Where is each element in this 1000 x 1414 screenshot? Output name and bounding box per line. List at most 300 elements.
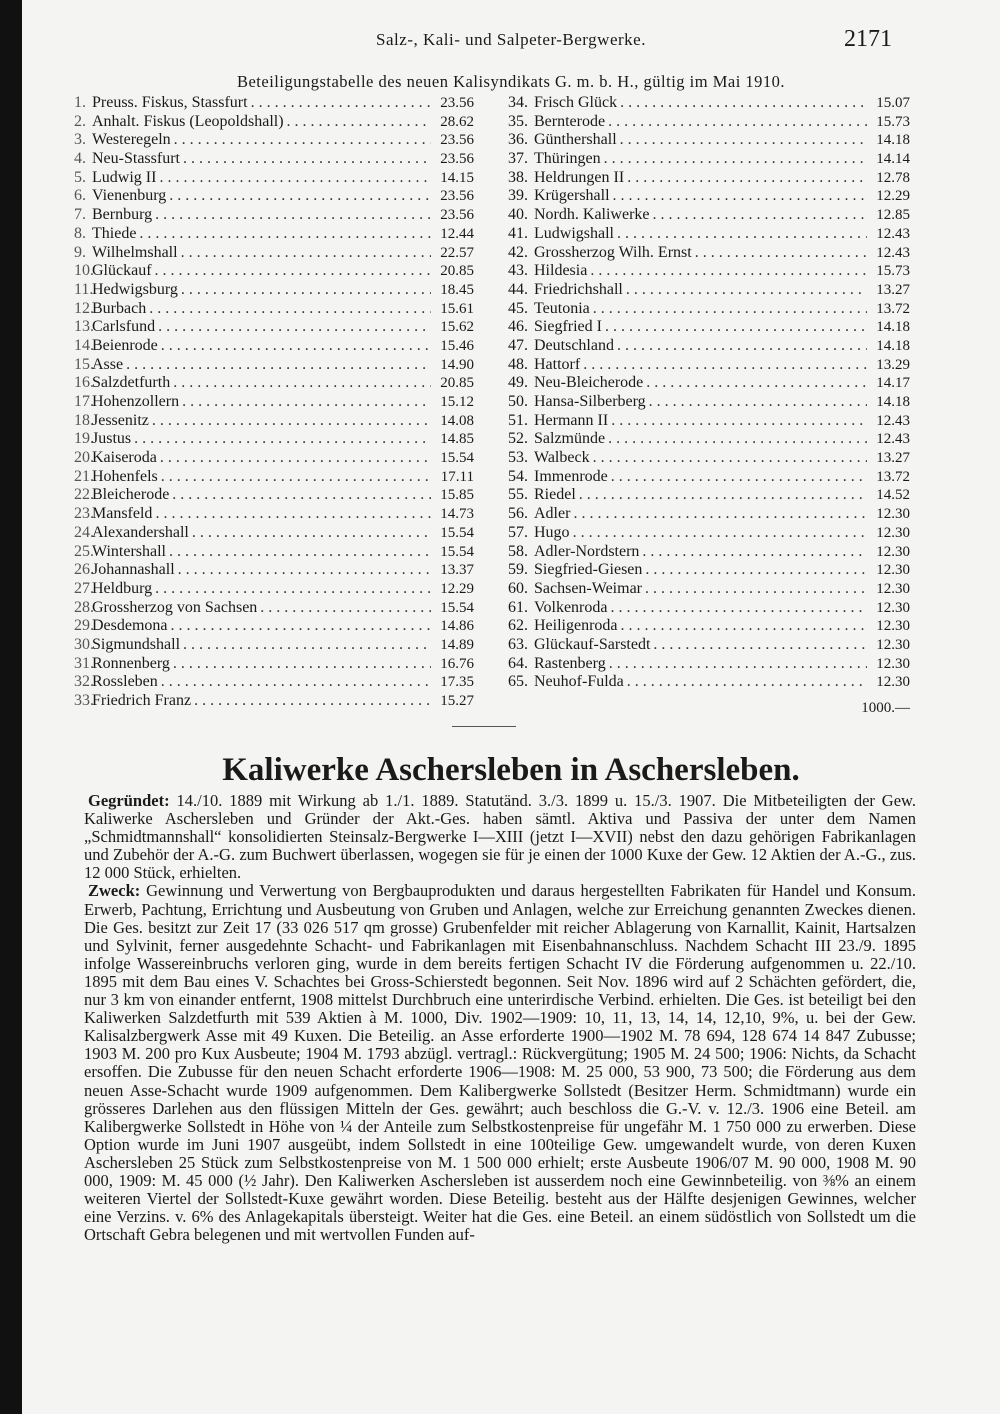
label-zweck: Zweck: [88, 881, 141, 901]
entry-number: 6. [74, 187, 86, 205]
entry-value: 12.30 [876, 562, 910, 579]
entry-name: Wilhelmshall [92, 243, 178, 261]
leader-dots [149, 300, 431, 319]
entry-value: 20.85 [440, 375, 474, 392]
leader-dots [605, 318, 867, 337]
entry-name: Beienrode [92, 336, 158, 354]
entry-value: 23.56 [440, 132, 474, 149]
entry-value: 13.27 [876, 450, 910, 467]
leader-dots [251, 94, 431, 113]
leader-dots [593, 300, 867, 319]
entry-name: Rossleben [92, 673, 158, 691]
table-row [492, 187, 910, 206]
entry-name: Heldrungen II [534, 168, 625, 186]
entry-value: 12.30 [876, 524, 910, 541]
entry-value: 15.73 [876, 113, 910, 130]
leader-dots [617, 337, 867, 356]
leader-dots [260, 599, 431, 618]
table-row [74, 393, 474, 412]
table-row [492, 150, 910, 169]
entry-number: 53. [508, 449, 528, 467]
entry-number: 22. [74, 486, 94, 504]
entry-number: 39. [508, 187, 528, 205]
table-row [492, 206, 910, 225]
table-total: 1000.— [861, 700, 910, 716]
entry-value: 23.56 [440, 188, 474, 205]
text-zweck: Gewinnung und Verwertung von Bergbauprodukten und daraus hergestellten Fabrikaten für Handel und Konsum. Erwerb, Pachtung, Errichtung und Ausbeutung von Gruben und Anlagen, welche zur Erreichung genannten Zweckes dienen. Die Ges. besitzt zur Zeit 17 (33 026 517 qm grosse) Grubenfelder mit reicher Ablagerung von Karnallit, Kainit, Hartsalzen und Sylvinit, ferner ausgedehnte Schacht- und Fabrikanlagen mit Eisenbahnanschluss. Nachdem Schacht III 23./9. 1895 infolge Wassereinbruchs verloren ging, wurde in dem bereits fertigen Schacht IV die Förderung aufgenommen u. 22./10. 1895 mit dem Bau eines V. Schachtes bei Gross-Schierstedt begonnen. Seit Nov. 1896 wird auf 2 Schächten gefördert, die, nur 3 km von einander entfernt, 1908 mittelst Durchbruch eine unterirdische Verbind. erhielten. Die Ges. ist beteiligt bei den Kaliwerken Salzdetfurth mit 539 Aktien à M. 1000, Div. 1902—1909: 10, 11, 13, 14, 14, 12,10, 9%, u. bei der Gew. Kalisalzbergwerk Asse mit 49 Kuxen. Die Beteilig. an Asse erforderte 1900—1902 M. 78 694, 128 674 14 847 Zubusse; 1903 M. 200 pro Kux Ausbeute; 1904 M. 1793 abzügl. vertragl.: Rückvergütung; 1905 M. 24 500; 1906: Nichts, da Schacht ersoffen. Die Zubusse für den neuen Schacht erforderte 1906—1908: M. 25 000, 53 900, 73 500; die Förderung aus dem neuen Asse-Schacht wurde 1909 aufgenommen. Dem Kalibergwerke Sollstedt (Besitzer Herm. Schmidtmann) wurde ein grösseres Darlehen aus den flüssigen Mitteln der Ges. gewährt; auch beschloss die G.-V. v. 12./3. 1906 eine Beteil. am Kalibergwerke Sollstedt in Höhe von ¼ der Anteile zum Selbstkostenpreise für ungefähr M. 1 750 000 zu erwerben. Diese Option wurde im Juni 1907 ausgeübt, indem Sollstedt in eine 100teilige Gew. umgewandelt wurde, von deren Kuxen Aschersleben 25 Stück zum Selbstkostenpreise von M. 1 500 000 erhielt; erste Ausbeute 1906/07 M. 90 000, 1908 M. 90 000, 1909: M. 45 000 (½ Jahr). Den Kaliwerken Aschersleben ist ausserdem noch eine Gewinnbeteilig. von ⅜% an einem weiteren Viertel der Sollstedt-Kuxe gewährt worden. Diese Beteilig. besteht aus der Hälfte desjenigen Gewinnes, welcher eine Verzins. v. 6% des Anlagekapitals übersteigt. Weiter hat die Ges. eine Beteil. an einem südöstlich von Sollstedt um die Ortschaft Gebra belegenen und mit wertvollen Funden auf- [84, 881, 916, 1245]
table-row [74, 430, 474, 449]
entry-number: 4. [74, 150, 86, 168]
entry-number: 40. [508, 206, 528, 224]
entry-value: 13.72 [876, 468, 910, 485]
leader-dots [621, 617, 867, 636]
table-row [492, 281, 910, 300]
entry-name: Siegfried I [534, 318, 602, 336]
table-row [74, 692, 474, 711]
leader-dots [158, 318, 431, 337]
table-row [74, 543, 474, 562]
leader-dots [653, 636, 867, 655]
entry-number: 18. [74, 411, 94, 429]
table-row [492, 617, 910, 636]
entry-name: Hugo [534, 523, 570, 541]
entry-number: 42. [508, 243, 528, 261]
leader-dots [573, 505, 867, 524]
entry-number: 25. [74, 542, 94, 560]
leader-dots [152, 412, 431, 431]
entry-name: Teutonia [534, 299, 590, 317]
leader-dots [608, 113, 867, 132]
entry-name: Glückauf [92, 262, 152, 280]
entry-value: 14.15 [440, 169, 474, 186]
leader-dots [181, 244, 431, 263]
entry-name: Neu-Bleicherode [534, 374, 644, 392]
leader-dots [181, 281, 431, 300]
entry-number: 31. [74, 654, 94, 672]
entry-name: Heiligenroda [534, 617, 618, 635]
table-row [492, 486, 910, 505]
entry-number: 63. [508, 635, 528, 653]
entry-value: 14.85 [440, 431, 474, 448]
running-title: Salz-, Kali- und Salpeter-Bergwerke. [376, 30, 646, 49]
entry-value: 12.43 [876, 412, 910, 429]
entry-number: 36. [508, 131, 528, 149]
table-row [74, 113, 474, 132]
table-row [74, 94, 474, 113]
leader-dots [590, 262, 867, 281]
entry-number: 55. [508, 486, 528, 504]
entry-value: 23.56 [440, 207, 474, 224]
leader-dots [194, 692, 431, 711]
entry-number: 48. [508, 355, 528, 373]
entry-value: 12.30 [876, 506, 910, 523]
leader-dots [610, 599, 867, 618]
entry-number: 35. [508, 112, 528, 130]
leader-dots [642, 543, 867, 562]
entry-number: 54. [508, 467, 528, 485]
table-row [74, 131, 474, 150]
table-row [492, 580, 910, 599]
entry-value: 13.37 [440, 562, 474, 579]
leader-dots [617, 225, 867, 244]
leader-dots [649, 393, 867, 412]
entry-name: Salzdetfurth [92, 374, 171, 392]
leader-dots [139, 225, 431, 244]
entry-name: Alexandershall [92, 523, 189, 541]
table-row [74, 673, 474, 692]
entry-name: Immenrode [534, 467, 608, 485]
leader-dots [579, 486, 867, 505]
leader-dots [611, 468, 867, 487]
leader-dots [627, 673, 867, 692]
entry-number: 47. [508, 336, 528, 354]
leader-dots [182, 393, 431, 412]
table-row [74, 486, 474, 505]
leader-dots [173, 374, 431, 393]
entry-value: 12.30 [876, 636, 910, 653]
entry-value: 12.30 [876, 618, 910, 635]
entry-name: Salzmünde [534, 430, 606, 448]
entry-number: 13. [74, 318, 94, 336]
entry-number: 5. [74, 168, 86, 186]
table-row [492, 318, 910, 337]
entry-number: 59. [508, 561, 528, 579]
leader-dots [155, 262, 431, 281]
table-row [74, 599, 474, 618]
entry-name: Friedrich Franz [92, 692, 192, 709]
entry-value: 13.27 [876, 281, 910, 298]
leader-dots [160, 449, 431, 468]
entry-name: Günthershall [534, 131, 617, 149]
leader-dots [161, 468, 431, 487]
leader-dots [604, 150, 867, 169]
leader-dots [178, 561, 431, 580]
leader-dots [134, 430, 431, 449]
entry-name: Rastenberg [534, 654, 606, 672]
entry-value: 14.90 [440, 356, 474, 373]
entry-number: 56. [508, 505, 528, 523]
leader-dots [169, 543, 431, 562]
entry-name: Adler [534, 505, 571, 523]
entry-value: 12.43 [876, 225, 910, 242]
entry-name: Mansfeld [92, 505, 153, 523]
entry-number: 33. [74, 692, 94, 709]
entry-value: 17.11 [440, 468, 474, 485]
entry-value: 14.86 [440, 618, 474, 635]
leader-dots [126, 356, 431, 375]
leader-dots [159, 169, 431, 188]
leader-dots [174, 131, 431, 150]
table-row [492, 244, 910, 263]
entry-number: 8. [74, 224, 86, 242]
table-row [74, 449, 474, 468]
entry-name: Heldburg [92, 579, 153, 597]
entry-value: 12.30 [876, 580, 910, 597]
table-row [492, 430, 910, 449]
table-row [492, 356, 910, 375]
table-row [74, 617, 474, 636]
scan-edge [0, 0, 22, 1414]
entry-value: 23.56 [440, 151, 474, 168]
entry-number: 23. [74, 505, 94, 523]
entry-value: 15.85 [440, 487, 474, 504]
leader-dots [627, 169, 867, 188]
entry-value: 12.43 [876, 244, 910, 261]
entry-name: Neuhof-Fulda [534, 673, 624, 691]
table-row [74, 337, 474, 356]
entry-name: Hohenzollern [92, 393, 180, 410]
table-row [74, 150, 474, 169]
entry-name: Sigmundshall [92, 635, 181, 653]
entry-value: 14.14 [876, 151, 910, 168]
entry-number: 62. [508, 617, 528, 635]
entry-value: 15.61 [440, 300, 474, 317]
entry-name: Hedwigsburg [92, 280, 178, 298]
table-row [492, 449, 910, 468]
entry-value: 12.30 [876, 655, 910, 672]
entry-value: 14.17 [876, 375, 910, 392]
entry-name: Neu-Stassfurt [92, 150, 180, 168]
leader-dots [611, 412, 867, 431]
entry-value: 12.30 [876, 674, 910, 691]
entry-value: 22.57 [440, 244, 474, 261]
page-number: 2171 [844, 26, 892, 52]
entry-name: Kaiseroda [92, 449, 157, 467]
table-row [492, 337, 910, 356]
table-row [74, 580, 474, 599]
leader-dots [287, 113, 431, 132]
text-gegruendet: 14./10. 1889 mit Wirkung ab 1./1. 1889. Statutänd. 3./3. 1899 u. 15./3. 1907. Die Mitbeteiligten der Gew. Kaliwerke Aschersleben und Gründer der Akt.-Ges. haben sämtl. Aktiva und Passiva der unter dem Namen „Schmidtmannshall“ konsolidierten Steinsalz-Bergwerke I—XIII (jetzt I—XVII) nebst den dazu gehörigen Fabrikanlagen und Zubehör der A.-G. zum Buchwert überlassen, wogegen sie für je einen der 1000 Kuxe der Gew. 12 Aktien der A.-G., zus. 12 000 Stück, erhielten. [84, 791, 916, 883]
entry-name: Ronnenberg [92, 654, 170, 672]
table-row [74, 505, 474, 524]
entry-number: 2. [74, 112, 86, 130]
page-header [22, 26, 1000, 54]
table-row [492, 94, 910, 113]
entry-number: 50. [508, 393, 528, 410]
leader-dots [620, 94, 867, 113]
entry-number: 45. [508, 299, 528, 317]
entry-value: 14.18 [876, 337, 910, 354]
entry-name: Riedel [534, 486, 576, 504]
table-row [492, 636, 910, 655]
entry-number: 65. [508, 673, 528, 691]
table-row [74, 169, 474, 188]
table-row [74, 468, 474, 487]
paragraph-gegruendet [84, 792, 916, 882]
entry-number: 12. [74, 299, 94, 317]
entry-name: Volkenroda [534, 598, 608, 616]
entry-name: Hohenfels [92, 467, 158, 485]
entry-number: 17. [74, 393, 94, 410]
entry-name: Preuss. Fiskus, Stassfurt [92, 94, 248, 111]
entry-name: Bleicherode [92, 486, 170, 504]
entry-value: 15.54 [440, 450, 474, 467]
leader-dots [183, 150, 431, 169]
entry-number: 1. [74, 94, 86, 111]
entry-number: 64. [508, 654, 528, 672]
entry-name: Friedrichshall [534, 280, 623, 298]
entry-value: 15.12 [440, 394, 474, 410]
table-row [492, 655, 910, 674]
entry-name: Grossherzog Wilh. Ernst [534, 243, 692, 261]
entry-name: Burbach [92, 299, 147, 317]
table-row [492, 131, 910, 150]
entry-number: 43. [508, 262, 528, 280]
entry-name: Justus [92, 430, 132, 448]
table-column-right [492, 94, 910, 692]
leader-dots [613, 187, 867, 206]
table-row [492, 543, 910, 562]
leader-dots [155, 206, 431, 225]
section-divider [452, 726, 516, 727]
entry-name: Frisch Glück [534, 94, 618, 111]
entry-name: Hermann II [534, 411, 609, 429]
entry-number: 51. [508, 411, 528, 429]
table-row [74, 561, 474, 580]
table-row [74, 244, 474, 263]
entry-number: 32. [74, 673, 94, 691]
table-row [74, 374, 474, 393]
entry-number: 41. [508, 224, 528, 242]
entry-number: 57. [508, 523, 528, 541]
table-row [74, 524, 474, 543]
leader-dots [161, 673, 431, 692]
entry-number: 27. [74, 579, 94, 597]
leader-dots [171, 617, 431, 636]
leader-dots [695, 244, 867, 263]
table-row [492, 113, 910, 132]
entry-value: 15.54 [440, 524, 474, 541]
leader-dots [609, 655, 867, 674]
entry-value: 23.56 [440, 95, 474, 111]
table-row [492, 524, 910, 543]
entry-value: 15.54 [440, 599, 474, 616]
entry-name: Thüringen [534, 150, 601, 168]
leader-dots [155, 580, 431, 599]
leader-dots [608, 430, 867, 449]
table-row [74, 187, 474, 206]
entry-number: 7. [74, 206, 86, 224]
entry-number: 19. [74, 430, 94, 448]
table-row [74, 300, 474, 319]
article-body [84, 792, 916, 1244]
table-row [492, 169, 910, 188]
entry-name: Asse [92, 355, 124, 373]
entry-value: 15.54 [440, 543, 474, 560]
entry-name: Krügershall [534, 187, 610, 205]
entry-value: 14.89 [440, 636, 474, 653]
entry-name: Jessenitz [92, 411, 149, 429]
table-row [74, 281, 474, 300]
table-row [492, 505, 910, 524]
entry-value: 14.18 [876, 319, 910, 336]
entry-name: Bernburg [92, 206, 153, 224]
entry-name: Siegfried-Giesen [534, 561, 643, 579]
entry-name: Hildesia [534, 262, 588, 280]
leader-dots [161, 337, 431, 356]
entry-number: 20. [74, 449, 94, 467]
entry-value: 15.73 [876, 263, 910, 280]
entry-name: Sachsen-Weimar [534, 579, 642, 597]
entry-number: 26. [74, 561, 94, 579]
entry-number: 37. [508, 150, 528, 168]
entry-number: 58. [508, 542, 528, 560]
entry-value: 18.45 [440, 281, 474, 298]
table-row [492, 673, 910, 692]
leader-dots [645, 580, 867, 599]
article-heading: Kaliwerke Aschersleben in Aschersleben. [222, 752, 800, 788]
entry-name: Ludwigshall [534, 224, 614, 242]
leader-dots [192, 524, 431, 543]
paragraph-zweck [84, 882, 916, 1244]
entry-value: 13.72 [876, 300, 910, 317]
table-row [492, 468, 910, 487]
entry-name: Anhalt. Fiskus (Leopoldshall) [92, 112, 284, 130]
entry-number: 10. [74, 262, 94, 280]
leader-dots [620, 131, 867, 150]
leader-dots [173, 655, 431, 674]
label-gegruendet: Gegründet: [88, 791, 170, 810]
entry-number: 38. [508, 168, 528, 186]
entry-number: 28. [74, 598, 94, 616]
entry-value: 15.07 [876, 95, 910, 111]
entry-value: 17.35 [440, 674, 474, 691]
table-row [74, 655, 474, 674]
entry-value: 15.27 [440, 693, 474, 709]
entry-name: Carlsfund [92, 318, 156, 336]
entry-name: Westeregeln [92, 131, 171, 149]
entry-value: 13.29 [876, 356, 910, 373]
entry-value: 12.43 [876, 431, 910, 448]
leader-dots [172, 486, 431, 505]
entry-name: Glückauf-Sarstedt [534, 635, 651, 653]
leader-dots [169, 187, 431, 206]
entry-value: 12.85 [876, 207, 910, 224]
entry-number: 44. [508, 280, 528, 298]
table-row [74, 412, 474, 431]
entry-value: 16.76 [440, 655, 474, 672]
entry-value: 14.18 [876, 132, 910, 149]
entry-number: 21. [74, 467, 94, 485]
table-row [492, 393, 910, 412]
entry-value: 12.44 [440, 225, 474, 242]
entry-name: Walbeck [534, 449, 590, 467]
entry-value: 28.62 [440, 113, 474, 130]
leader-dots [626, 281, 867, 300]
entry-number: 9. [74, 243, 86, 261]
table-row [492, 412, 910, 431]
entry-number: 14. [74, 336, 94, 354]
entry-name: Thiede [92, 224, 137, 242]
entry-name: Vienenburg [92, 187, 167, 205]
leader-dots [646, 374, 867, 393]
entry-number: 52. [508, 430, 528, 448]
table-row [74, 262, 474, 281]
entry-value: 14.73 [440, 506, 474, 523]
table-row [492, 374, 910, 393]
table-row [74, 318, 474, 337]
entry-name: Johannashall [92, 561, 175, 579]
table-row [492, 599, 910, 618]
leader-dots [593, 449, 867, 468]
table-title: Beteiligungstabelle des neuen Kalisyndikats G. m. b. H., gültig im Mai 1910. [236, 72, 786, 91]
entry-number: 16. [74, 374, 94, 392]
entry-value: 12.78 [876, 169, 910, 186]
entry-name: Ludwig II [92, 168, 157, 186]
entry-number: 3. [74, 131, 86, 149]
entry-name: Wintershall [92, 542, 166, 560]
entry-number: 29. [74, 617, 94, 635]
